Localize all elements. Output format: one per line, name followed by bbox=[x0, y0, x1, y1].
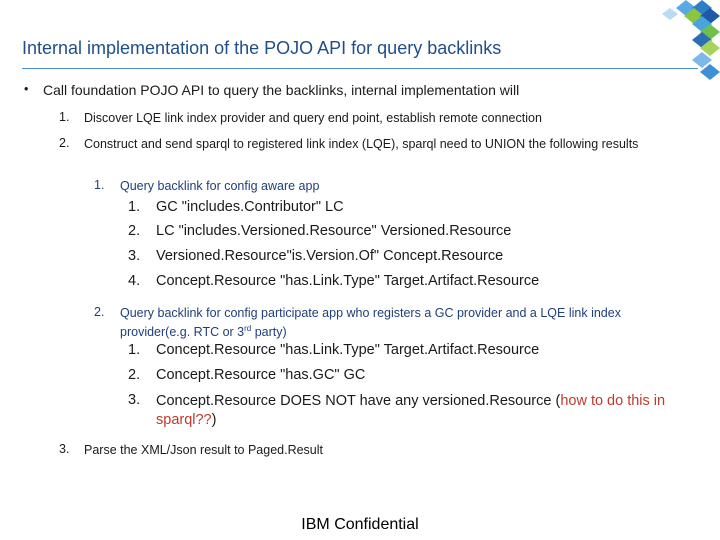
step-text: Discover LQE link index provider and query end point, establish remote connection bbox=[84, 111, 542, 125]
query-item: Concept.Resource "has.Link.Type" Target.Artifact.Resource bbox=[156, 342, 540, 358]
query-item: Versioned.Resource"is.Version.Of" Concept.Resource bbox=[156, 248, 504, 264]
query-item: LC "includes.Versioned.Resource" Versioned.Resource bbox=[156, 223, 512, 239]
confidential-footer: IBM Confidential bbox=[301, 516, 419, 533]
query-item: Concept.Resource DOES NOT have any versioned.Resource (how to do this in sparql??) bbox=[156, 393, 666, 428]
query-item: Concept.Resource "has.Link.Type" Target.Artifact.Resource bbox=[156, 273, 540, 289]
brand-diamond-logo bbox=[590, 0, 720, 85]
query-item-number: 2. bbox=[128, 367, 141, 383]
step-number: 2. bbox=[59, 136, 70, 150]
query-item: GC "includes.Contributor" LC bbox=[156, 199, 344, 215]
query-item-number: 3. bbox=[128, 392, 141, 408]
step-number: 3. bbox=[59, 442, 70, 456]
page-title: Internal implementation of the POJO API for query backlinks bbox=[22, 38, 502, 58]
query-item-number: 3. bbox=[128, 248, 141, 264]
intro-text: Call foundation POJO API to query the backlinks, internal implementation will bbox=[43, 82, 520, 98]
query-item-number: 1. bbox=[128, 199, 141, 215]
query-item-number: 1. bbox=[128, 342, 141, 358]
title-divider bbox=[22, 68, 698, 69]
substep-text: Query backlink for config participate app who registers a GC provider and a LQE link index provider(e.g. RTC or 3rd party) bbox=[120, 306, 621, 340]
step-text: Construct and send sparql to registered link index (LQE), sparql need to UNION the following results bbox=[84, 137, 639, 151]
substep-text: Query backlink for config aware app bbox=[120, 179, 320, 193]
query-item-number: 4. bbox=[128, 273, 141, 289]
step-number: 1. bbox=[59, 110, 70, 124]
substep-number: 1. bbox=[94, 178, 105, 192]
bullet-marker: • bbox=[24, 82, 29, 96]
query-item-number: 2. bbox=[128, 223, 141, 239]
sparql-question-highlight: how to do this in sparql?? bbox=[156, 393, 666, 428]
step-text: Parse the XML/Json result to Paged.Result bbox=[84, 443, 324, 457]
query-item: Concept.Resource "has.GC" GC bbox=[156, 367, 366, 383]
substep-number: 2. bbox=[94, 305, 105, 319]
